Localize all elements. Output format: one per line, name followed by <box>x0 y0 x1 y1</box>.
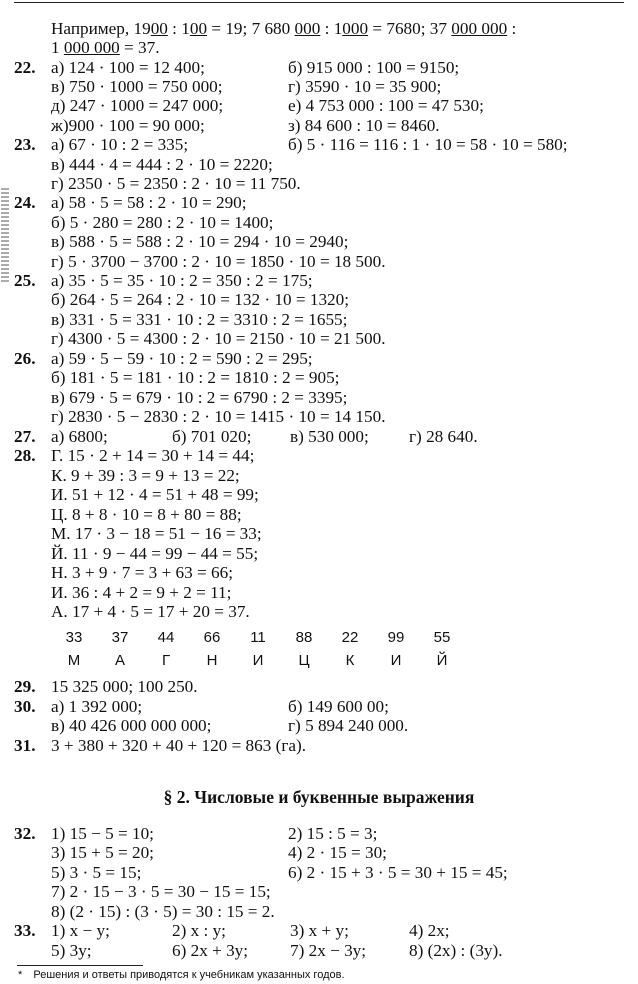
answer-text: А. 17 + 4 · 5 = 17 + 20 = 37. <box>51 602 250 621</box>
section-title: § 2. Числовые и буквенные выражения <box>163 787 475 807</box>
cipher-number: 66 <box>203 629 221 646</box>
problem-number: 28. <box>14 446 36 465</box>
answer-item: 3) x + y; <box>290 921 349 940</box>
answer-text: К. 9 + 39 : 3 = 9 + 13 = 22; <box>51 466 240 485</box>
cipher-letter: Й <box>436 652 448 669</box>
problem-number: 30. <box>14 697 36 716</box>
answer-text: Й. 11 · 9 − 44 = 99 − 44 = 55; <box>51 544 259 563</box>
intro-underlined: 000 <box>342 19 369 38</box>
answer-item: 2) x : y; <box>172 921 226 940</box>
intro-underlined: 000 000 <box>451 19 508 38</box>
intro-underlined: 00 <box>189 19 208 38</box>
intro-text: : 1 <box>167 19 190 38</box>
intro-underlined: 000 <box>294 19 321 38</box>
answer-left: 3) 15 + 5 = 20; <box>51 843 154 862</box>
answer-item: 8) (2x) : (3y). <box>409 941 503 960</box>
problem-number: 22. <box>14 58 36 77</box>
answer-item: а) 6800; <box>51 427 108 446</box>
footnote-mark: * <box>18 969 23 981</box>
problem-number: 32. <box>14 824 36 843</box>
intro-underlined: 000 000 <box>63 38 120 57</box>
answer-text: 15 325 000; 100 250. <box>51 677 198 696</box>
cipher-number: 55 <box>433 629 451 646</box>
answer-left: 5) 3 · 5 = 15; <box>51 863 142 882</box>
problem-number: 33. <box>14 921 36 940</box>
answer-item: г) 28 640. <box>409 427 478 446</box>
answer-item: б) 701 020; <box>172 427 252 446</box>
cipher-number: 88 <box>295 629 313 646</box>
answer-text: а) 59 · 5 − 59 · 10 : 2 = 590 : 2 = 295; <box>51 349 313 368</box>
answer-text: в) 588 · 5 = 588 : 2 · 10 = 294 · 10 = 2940; <box>51 232 349 251</box>
intro-text: = 37. <box>119 38 160 57</box>
cipher-number: 11 <box>250 629 266 646</box>
intro-text: = 7680; 37 <box>368 19 452 38</box>
answer-left: в) 444 · 4 = 444 : 2 · 10 = 2220; <box>51 155 273 174</box>
cipher-letter: Н <box>206 652 218 669</box>
cipher-letter: К <box>345 652 355 669</box>
cipher-number: 99 <box>387 629 405 646</box>
answer-left: д) 247 · 1000 = 247 000; <box>51 96 224 115</box>
answer-text: Ц. 8 + 8 · 10 = 8 + 80 = 88; <box>51 505 242 524</box>
answer-text: а) 58 · 5 = 58 : 2 · 10 = 290; <box>51 193 247 212</box>
cipher-letter: И <box>390 652 402 669</box>
problem-number: 23. <box>14 135 36 154</box>
answer-item: в) 530 000; <box>290 427 369 446</box>
answer-left: 8) (2 · 15) : (3 · 5) = 30 : 15 = 2. <box>51 902 275 921</box>
answer-item: 6) 2x + 3y; <box>172 941 249 960</box>
answer-right: е) 4 753 000 : 100 = 47 530; <box>288 96 484 115</box>
problem-number: 26. <box>14 349 36 368</box>
answer-left: в) 750 · 1000 = 750 000; <box>51 77 223 96</box>
answer-text: г) 2830 · 5 − 2830 : 2 · 10 = 1415 · 10 = 14 150. <box>51 407 386 426</box>
answer-text: Г. 15 · 2 + 14 = 30 + 14 = 44; <box>51 446 255 465</box>
answer-right: 2) 15 : 5 = 3; <box>288 824 378 843</box>
answer-left: 7) 2 · 15 − 3 · 5 = 30 − 15 = 15; <box>51 882 271 901</box>
answer-text: 3 + 380 + 320 + 40 + 120 = 863 (га). <box>51 736 307 755</box>
answer-text: И. 51 + 12 · 4 = 51 + 48 = 99; <box>51 485 259 504</box>
intro-underlined: 00 <box>150 19 168 38</box>
cipher-number: 37 <box>111 629 129 646</box>
answer-left: а) 1 392 000; <box>51 697 143 716</box>
answer-right: 4) 2 · 15 = 30; <box>288 843 387 862</box>
cipher-letter: И <box>252 652 264 669</box>
answer-left: ж)900 · 100 = 90 000; <box>51 116 205 135</box>
problem-number: 31. <box>14 736 36 755</box>
intro-text: : 1 <box>320 19 343 38</box>
footnote-text: Решения и ответы приводятся к учебникам указанных годов. <box>33 969 345 981</box>
answer-text: в) 679 · 5 = 679 · 10 : 2 = 6790 : 2 = 3395; <box>51 388 348 407</box>
problem-number: 25. <box>14 271 36 290</box>
answer-text: И. 36 : 4 + 2 = 9 + 2 = 11; <box>51 583 232 602</box>
answer-item: 4) 2x; <box>409 921 450 940</box>
answer-left: г) 2350 · 5 = 2350 : 2 · 10 = 11 750. <box>51 174 301 193</box>
cipher-letter: Ц <box>298 652 310 669</box>
answer-text: в) 331 · 5 = 331 · 10 : 2 = 3310 : 2 = 1655; <box>51 310 348 329</box>
cipher-letter: Г <box>161 652 171 669</box>
margin-dotted-mark <box>1 188 9 284</box>
answer-item: 5) 3y; <box>51 941 92 960</box>
answer-left: в) 40 426 000 000 000; <box>51 716 212 735</box>
answer-left: а) 67 · 10 : 2 = 335; <box>51 135 189 154</box>
answer-text: а) 35 · 5 = 35 · 10 : 2 = 350 : 2 = 175; <box>51 271 313 290</box>
answer-text: г) 5 · 3700 − 3700 : 2 · 10 = 1850 · 10 = 18 500. <box>51 252 386 271</box>
top-rule <box>14 2 624 3</box>
answer-left: а) 124 · 100 = 12 400; <box>51 58 205 77</box>
problem-number: 29. <box>14 677 36 696</box>
answer-right: б) 5 · 116 = 116 : 1 · 10 = 58 · 10 = 580; <box>288 135 568 154</box>
cipher-number: 22 <box>341 629 359 646</box>
answer-right: г) 3590 · 10 = 35 900; <box>288 77 442 96</box>
answer-text: Н. 3 + 9 · 7 = 3 + 63 = 66; <box>51 563 233 582</box>
answer-text: М. 17 · 3 − 18 = 51 − 16 = 33; <box>51 524 262 543</box>
answer-right: з) 84 600 : 10 = 8460. <box>288 116 440 135</box>
cipher-number: 44 <box>157 629 175 646</box>
answer-item: 1) x − y; <box>51 921 110 940</box>
cipher-number: 33 <box>65 629 83 646</box>
answer-text: б) 5 · 280 = 280 : 2 · 10 = 1400; <box>51 213 274 232</box>
answer-right: г) 5 894 240 000. <box>288 716 409 735</box>
cipher-letter: А <box>114 652 125 669</box>
answer-text: г) 4300 · 5 = 4300 : 2 · 10 = 2150 · 10 = 21 500. <box>51 329 386 348</box>
cipher-letter: М <box>67 652 81 669</box>
intro-text: 1 <box>51 38 64 57</box>
answer-left: 1) 15 − 5 = 10; <box>51 824 154 843</box>
intro-text: : <box>507 19 517 38</box>
answer-right: 6) 2 · 15 + 3 · 5 = 30 + 15 = 45; <box>288 863 508 882</box>
answer-text: б) 181 · 5 = 181 · 10 : 2 = 1810 : 2 = 905; <box>51 368 340 387</box>
problem-number: 27. <box>14 427 36 446</box>
footnote-rule <box>17 965 143 966</box>
answer-text: б) 264 · 5 = 264 : 2 · 10 = 132 · 10 = 1320; <box>51 290 350 309</box>
problem-number: 24. <box>14 193 36 212</box>
intro-text: Например, 19 <box>51 19 151 38</box>
footnote <box>18 968 345 982</box>
answer-item: 7) 2x − 3y; <box>290 941 367 960</box>
answer-right: б) 915 000 : 100 = 9150; <box>288 58 460 77</box>
intro-text: = 19; 7 680 <box>207 19 295 38</box>
answer-right: б) 149 600 00; <box>288 697 389 716</box>
